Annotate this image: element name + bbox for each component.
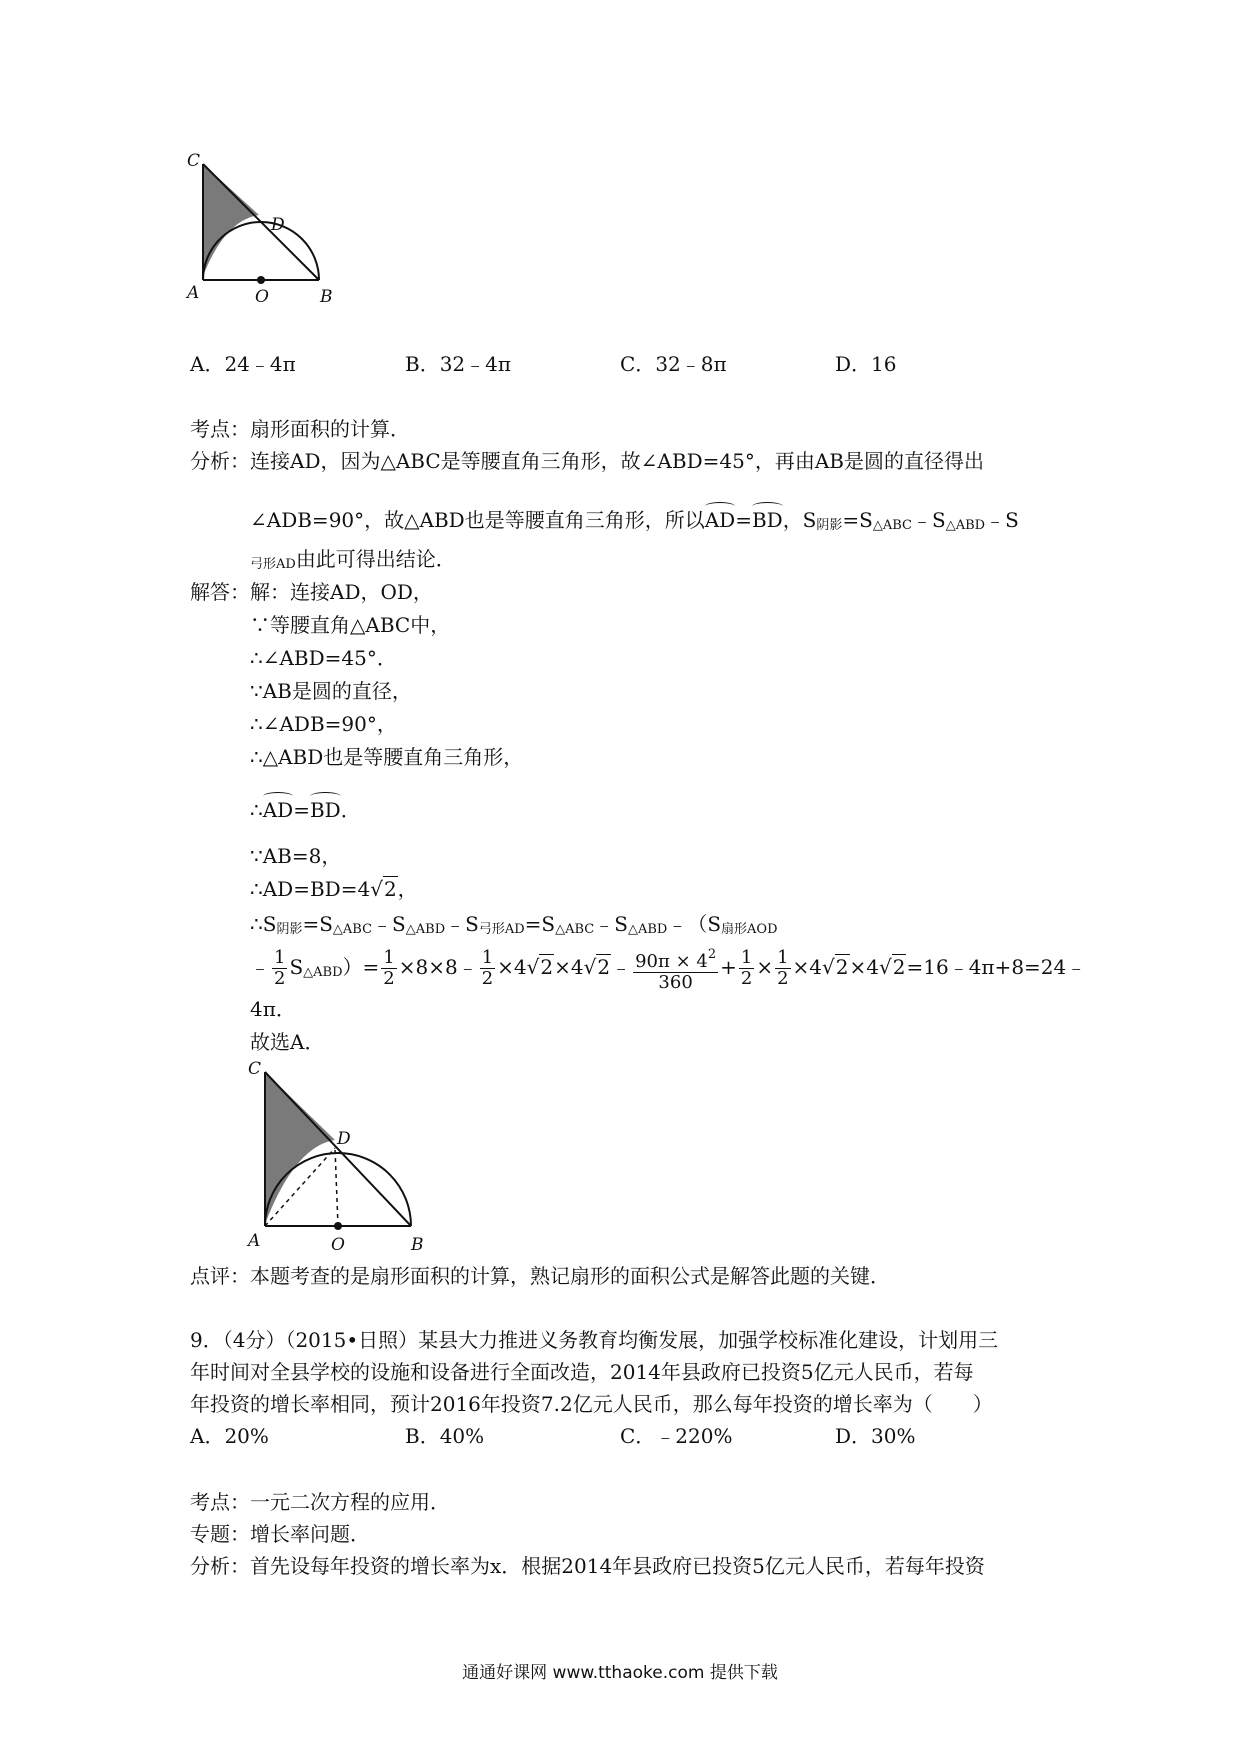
q8-fenxi-line2: ∠ADB=90°，故△ABD也是等腰直角三角形，所以AD=BD，S阴影=S△ABC﹣S△ABD﹣S [250, 500, 1019, 540]
kaodian-text: 扇形面积的计算． [250, 417, 410, 441]
q9-option-a[interactable]: A．20% [190, 1424, 269, 1448]
label-o: O [255, 287, 269, 307]
q8-option-a[interactable]: A．24﹣4π [190, 352, 296, 376]
q9-kaodian: 考点：一元二次方程的应用． [190, 1490, 450, 1514]
q9-line3: 年投资的增长率相同，预计2016年投资7.2亿元人民币，那么每年投资的增长率为（ ） [190, 1392, 993, 1416]
shaded-region [203, 164, 259, 276]
q8-jieda-s6: ∴△ABD也是等腰直角三角形， [250, 745, 524, 769]
q8-option-d[interactable]: D．16 [835, 352, 897, 376]
q8-jieda-s11-formula: ﹣ $\frac{1}{2}$ S△ABD）= $\frac{1}{2}$ ×8×8﹣ $\frac{1}{2}$ ×4√2×4√2﹣ $\frac{90\pi \times 4^2}{360}$ + $\frac{1}{2}$ × $\frac{1}{2}$ ×4√2×4√2=16﹣4π+8=24﹣ [250, 946, 1087, 993]
geometry-figure-2 [245, 1060, 435, 1260]
frac-half-3: $\frac{1}{2}$ [481, 947, 494, 989]
q8-dianping: 点评：本题考查的是扇形面积的计算，熟记扇形的面积公式是解答此题的关键． [190, 1264, 890, 1288]
center-point-o [334, 1222, 342, 1230]
shaded-region [265, 1072, 335, 1224]
q8-jieda-s5: ∴∠ADB=90°， [250, 712, 397, 736]
frac-half-4: $\frac{1}{2}$ [740, 947, 753, 989]
frac-half-5: $\frac{1}{2}$ [777, 947, 789, 989]
frac-half-1: $\frac{1}{2}$ [274, 947, 286, 989]
q8-jieda-s7: ∴AD=BD． [250, 790, 361, 824]
arc-bd: BD [752, 500, 783, 534]
label-a: A [248, 1231, 261, 1251]
label-b: B [411, 1235, 424, 1255]
q8-option-c[interactable]: C．32﹣8π [620, 352, 727, 376]
q8-kaodian [190, 415, 410, 443]
q9-line1: 9．（4分）（2015•日照）某县大力推进义务教育均衡发展，加强学校标准化建设，计划用三 [190, 1328, 999, 1352]
q9-option-b[interactable]: B．40% [405, 1424, 485, 1448]
q9-fenxi: 分析：首先设每年投资的增长率为x．根据2014年县政府已投资5亿元人民币，若每年投资 [190, 1554, 985, 1578]
label-b: B [320, 287, 333, 307]
frac-sector: $\frac{90\pi \times 4^2}{360}$ [635, 946, 717, 993]
q8-option-b[interactable]: B．32﹣4π [405, 352, 512, 376]
frac-half-2: $\frac{1}{2}$ [383, 947, 395, 989]
q8-jieda-s4: ∵AB是圆的直径， [250, 679, 412, 703]
q9-zhuanti: 专题：增长率问题． [190, 1522, 370, 1546]
q9-line2: 年时间对全县学校的设施和设备进行全面改造，2014年县政府已投资5亿元人民币，若每 [190, 1360, 974, 1384]
q8-jieda-line1: 解答：解：连接AD，OD， [190, 580, 433, 604]
q8-jieda-s8: ∵AB=8， [250, 844, 342, 868]
label-d: D [337, 1129, 351, 1149]
label-o: O [331, 1235, 345, 1255]
q8-jieda-s13: 故选A． [250, 1030, 325, 1054]
q8-fenxi-line1: 分析：连接AD，因为△ABC是等腰直角三角形，故∠ABD=45°，再由AB是圆的直径得出 [190, 449, 984, 473]
page-footer: 通通好课网 www.tthaoke.com 提供下载 [462, 1663, 778, 1683]
label-c: C [187, 151, 201, 171]
label-c: C [248, 1060, 262, 1079]
q8-fenxi-line3: 弓形AD由此可得出结论． [250, 547, 456, 572]
dashed-od [335, 1148, 338, 1226]
q8-jieda-s12: 4π． [250, 997, 296, 1021]
q9-option-c[interactable]: C．﹣220% [620, 1424, 733, 1448]
q8-jieda-s9: ∴AD=BD=4√2， [250, 877, 418, 901]
arc-ad: AD [705, 500, 735, 534]
geometry-figure-1 [185, 150, 375, 345]
label-d: D [271, 215, 285, 235]
label-a: A [187, 283, 200, 303]
kaodian-label: 考点： [190, 417, 250, 441]
q8-jieda-s3: ∴∠ABD=45°． [250, 646, 397, 670]
center-point-o [257, 276, 265, 284]
q9-option-d[interactable]: D．30% [835, 1424, 916, 1448]
q8-jieda-s2: ∵等腰直角△ABC中， [250, 613, 451, 637]
q8-jieda-s10: ∴S阴影=S△ABC﹣S△ABD﹣S弓形AD=S△ABC﹣S△ABD﹣（S扇形AOD [250, 912, 778, 937]
